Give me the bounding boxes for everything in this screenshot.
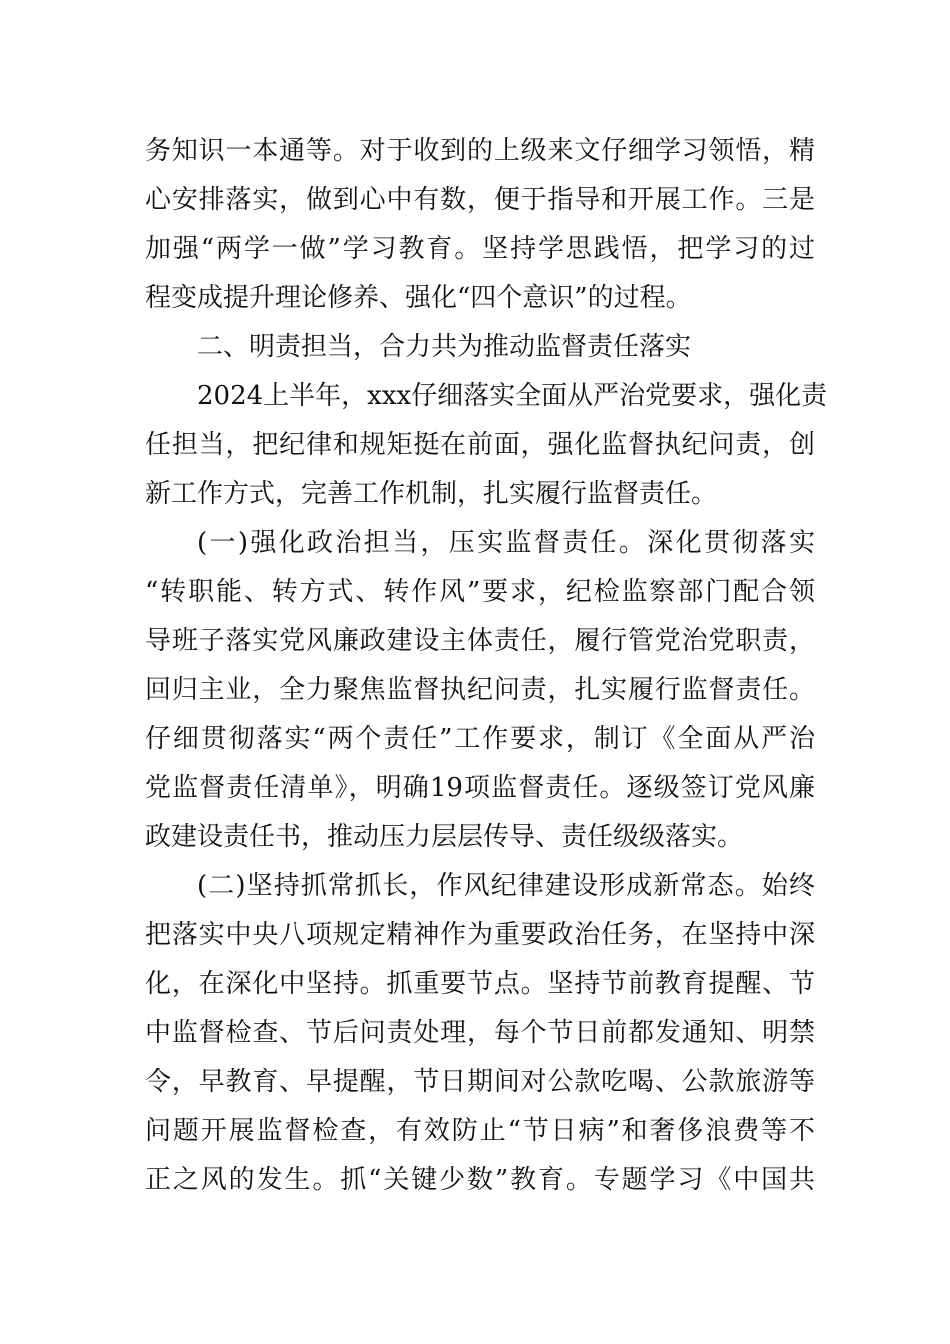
text-line: 化，在深化中坚持。抓重要节点。坚持节前教育提醒、节 [145,969,815,999]
section-heading: 二、明责担当，合力共为推动监督责任落实 [197,332,692,362]
text-line: 务知识一本通等。对于收到的上级来文仔细学习领悟，精 [145,136,815,166]
text-line: 中监督检查、节后问责处理，每个节日前都发通知、明禁 [145,1018,815,1048]
text-line: 把落实中央八项规定精神作为重要政治任务，在坚持中深 [145,920,815,950]
text-line: 令，早教育、早提醒，节日期间对公款吃喝、公款旅游等 [145,1067,815,1097]
text-line: 正之风的发生。抓“关键少数”教育。专题学习《中国共 [145,1165,815,1195]
text-line: 政建设责任书，推动压力层层传导、责任级级落实。 [145,822,744,852]
text-line: “转职能、转方式、转作风”要求，纪检监察部门配合领 [145,577,815,607]
text-line: 仔细贯彻落实“两个责任”工作要求，制订《全面从严治 [145,724,815,754]
text-line: 导班子落实党风廉政建设主体责任，履行管党治党职责， [145,626,815,656]
text-line: 心安排落实，做到心中有数，便于指导和开展工作。三是 [145,185,815,215]
text-line: 加强“两学一做”学习教育。坚持学思践悟，把学习的过 [145,234,815,264]
text-line: 任担当，把纪律和规矩挺在前面，强化监督执纪问责，创 [145,430,815,460]
text-line: 2024上半年，xxx仔细落实全面从严治党要求，强化责 [197,381,828,411]
text-line: 新工作方式，完善工作机制，扎实履行监督责任。 [145,479,718,509]
text-line: (二)坚持抓常抓长，作风纪律建设形成新常态。始终 [197,871,815,901]
text-line: (一)强化政治担当，压实监督责任。深化贯彻落实 [197,528,815,558]
text-line: 问题开展监督检查，有效防止“节日病”和奢侈浪费等不 [145,1116,815,1146]
text-line: 回归主业，全力聚焦监督执纪问责，扎实履行监督责任。 [145,675,815,705]
text-line: 程变成提升理论修养、强化“四个意识”的过程。 [145,283,692,313]
text-line: 党监督责任清单》，明确19项监督责任。逐级签订党风廉 [145,773,815,803]
